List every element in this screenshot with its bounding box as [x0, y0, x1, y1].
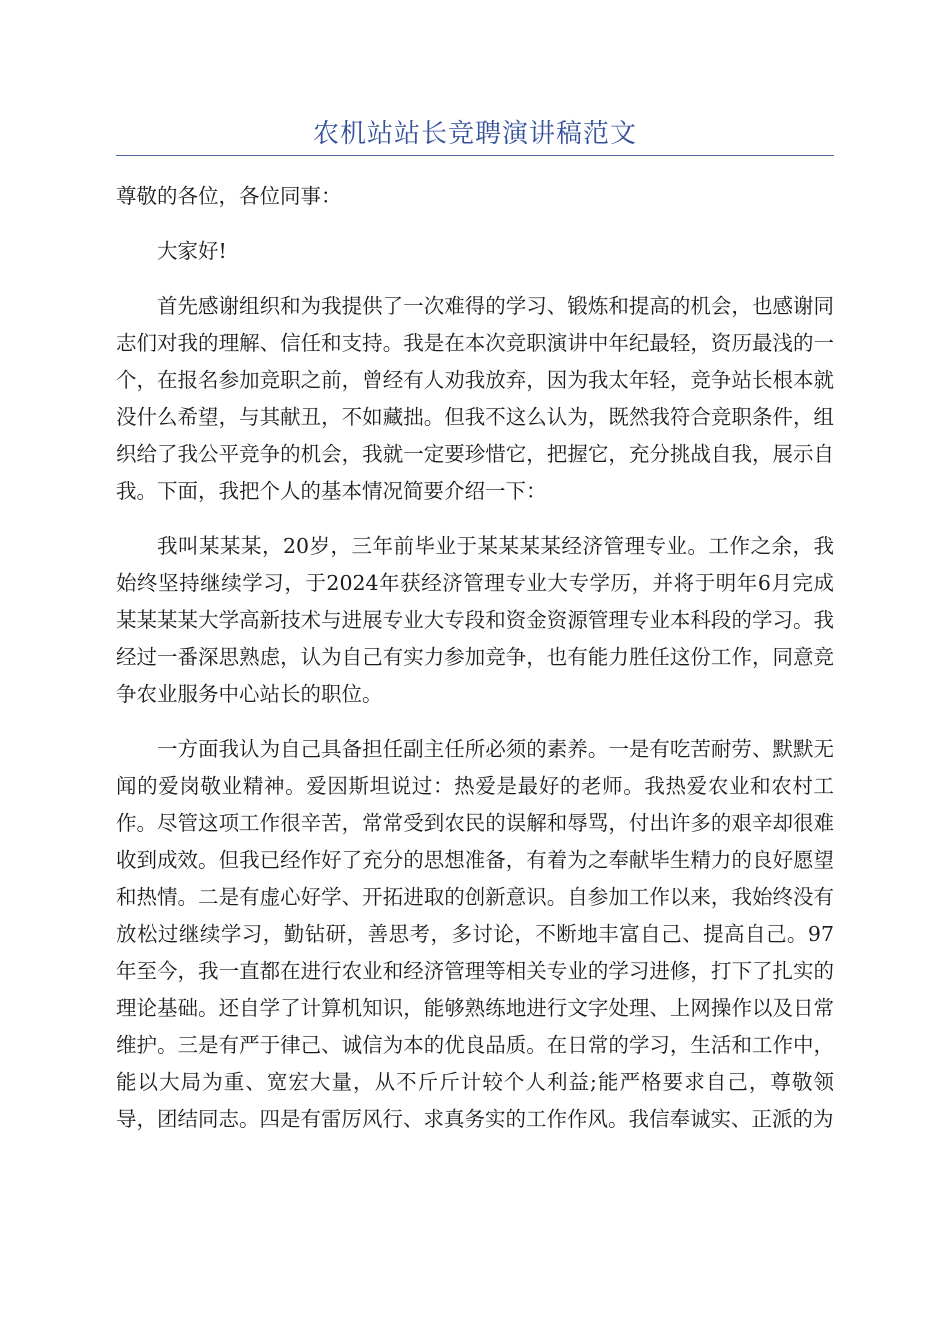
paragraph-qualities: 一方面我认为自己具备担任副主任所必须的素养。一是有吃苦耐劳、默默无闻的爱岗敬业精神。爱因斯坦说过：热爱是最好的老师。我热爱农业和农村工作。尽管这项工作很辛苦，常常受到农民的误解和辱骂，付出许多的艰辛却很难收到成效。但我已经作好了充分的思想准备，有着为之奉献毕生精力的良好愿望和热情。二是有虚心好学、开拓进取的创新意识。自参加工作以来，我始终没有放松过继续学习，勤钻研，善思考，多讨论，不断地丰富自己、提高自己。97年至今，我一直都在进行农业和经济管理等相关专业的学习进修，打下了扎实的理论基础。还自学了计算机知识，能够熟练地进行文字处理、上网操作以及日常维护。三是有严于律己、诚信为本的优良品质。在日常的学习，生活和工作中，能以大局为重、宽宏大量，从不斤斤计较个人利益;能严格要求自己，尊敬领导，团结同志。四是有雷厉风行、求真务实的工作作风。我信奉诚实、正派的为	[116, 737, 834, 1131]
document-page	[116, 0, 834, 1138]
salutation: 尊敬的各位，各位同事：	[116, 184, 342, 208]
document-title: 农机站站长竞聘演讲稿范文	[312, 119, 637, 149]
paragraph-thanks: 首先感谢组织和为我提供了一次难得的学习、锻炼和提高的机会，也感谢同志们对我的理解、信任和支持。我是在本次竞职演讲中年纪最轻，资历最浅的一个，在报名参加竞职之前，曾经有人劝我放弃，因为我太年轻，竞争站长根本就没什么希望，与其献丑，不如藏拙。但我不这么认为，既然我符合竞职条件，组织给了我公平竞争的机会，我就一定要珍惜它，把握它，充分挑战自我，展示自我。下面，我把个人的基本情况简要介绍一下：	[116, 294, 834, 503]
paragraph-introduction: 我叫某某某，20岁，三年前毕业于某某某某经济管理专业。工作之余，我始终坚持继续学习，于2024年获经济管理专业大专学历，并将于明年6月完成某某某某大学高新技术与进展专业大专段和资金资源管理专业本科段的学习。我经过一番深思熟虑，认为自己有实力参加竞争，也有能力胜任这份工作，同意竞争农业服务中心站长的职位。	[116, 534, 834, 706]
paragraph-opening: 大家好!	[157, 239, 227, 263]
document-body	[116, 178, 834, 1138]
title-underline	[116, 155, 834, 156]
